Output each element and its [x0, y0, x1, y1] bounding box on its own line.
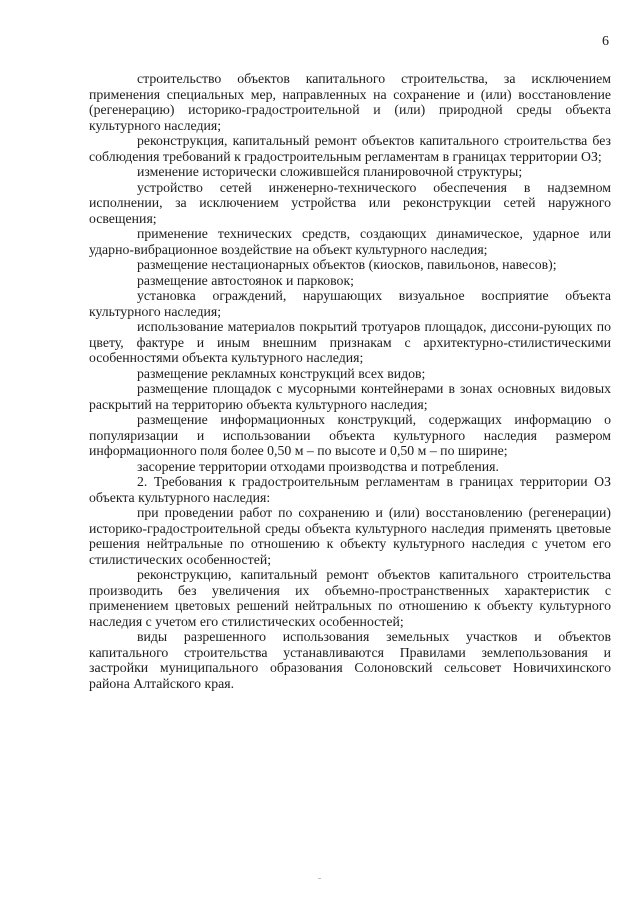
paragraph: засорение территории отходами производства и потребления.	[137, 458, 499, 474]
paragraph: размещение площадок с мусорными контейнерами в зонах основных видовых раскрытий на территорию объекта культурного наследия;	[89, 381, 611, 412]
paragraph: размещение автостоянок и парковок;	[137, 272, 354, 288]
paragraph: использование материалов покрытий тротуаров площадок, диссони-рующих по цвету, фактуре и иным внешним признакам с архитектурно-стилистическими особенностями объекта культурного наследия;	[89, 319, 611, 365]
paragraph: строительство объектов капитального строительства, за исключением применения специальных мер, направленных на сохранение и (или) восстановление (регенерацию) историко-градостроительной и (или) природной среды объекта культурного наследия;	[89, 71, 611, 133]
paragraph: изменение исторически сложившейся планировочной структуры;	[137, 164, 523, 179]
section-heading: 2. Требования к градостроительным регламентам в границах территории ОЗ объекта культурного наследия:	[89, 474, 611, 505]
paragraph: реконструкция, капитальный ремонт объектов капитального строительства без соблюдения требований к градостроительным регламентам в границах территории ОЗ;	[89, 133, 611, 164]
paragraph: размещение информационных конструкций, содержащих информацию о популяризации и использовании объекта культурного наследия размером информационного поля более 0,50 м – по высоте и 0,50 м – по ширине;	[89, 412, 611, 458]
page-number: 6	[602, 34, 609, 49]
paragraph: применение технических средств, создающих динамическое, ударное или ударно-вибрационное воздействие на объект культурного наследия;	[89, 226, 611, 257]
paragraph: реконструкцию, капитальный ремонт объектов капитального строительства производить без увеличения их объемно-пространственных характеристик с применением цветовых решений нейтральных по отношению к объекту культурного наследия с учетом его стилистических особенностей;	[89, 567, 611, 629]
paragraph: при проведении работ по сохранению и (или) восстановлению (регенерации) историко-градостроительной среды объекта культурного наследия применять цветовые решения нейтральные по отношению к объекту культурного наследия с учетом его стилистических особенностей;	[89, 505, 611, 567]
paragraph: размещение нестационарных объектов (киосков, павильонов, навесов);	[137, 257, 557, 272]
scan-artifact	[318, 878, 321, 879]
paragraph: размещение рекламных конструкций всех видов;	[137, 365, 426, 381]
paragraph: устройство сетей инженерно-технического обеспечения в надземном исполнении, за исключением устройства или реконструкции сетей наружного освещения;	[89, 179, 611, 226]
document-body	[89, 71, 611, 691]
paragraph: виды разрешенного использования земельных участков и объектов капитального строительства устанавливаются Правилами землепользования и застройки муниципального образования Солоновский сельсовет Новичихинского района Алтайского края.	[89, 629, 611, 691]
paragraph: установка ограждений, нарушающих визуальное восприятие объекта культурного наследия;	[89, 288, 611, 319]
